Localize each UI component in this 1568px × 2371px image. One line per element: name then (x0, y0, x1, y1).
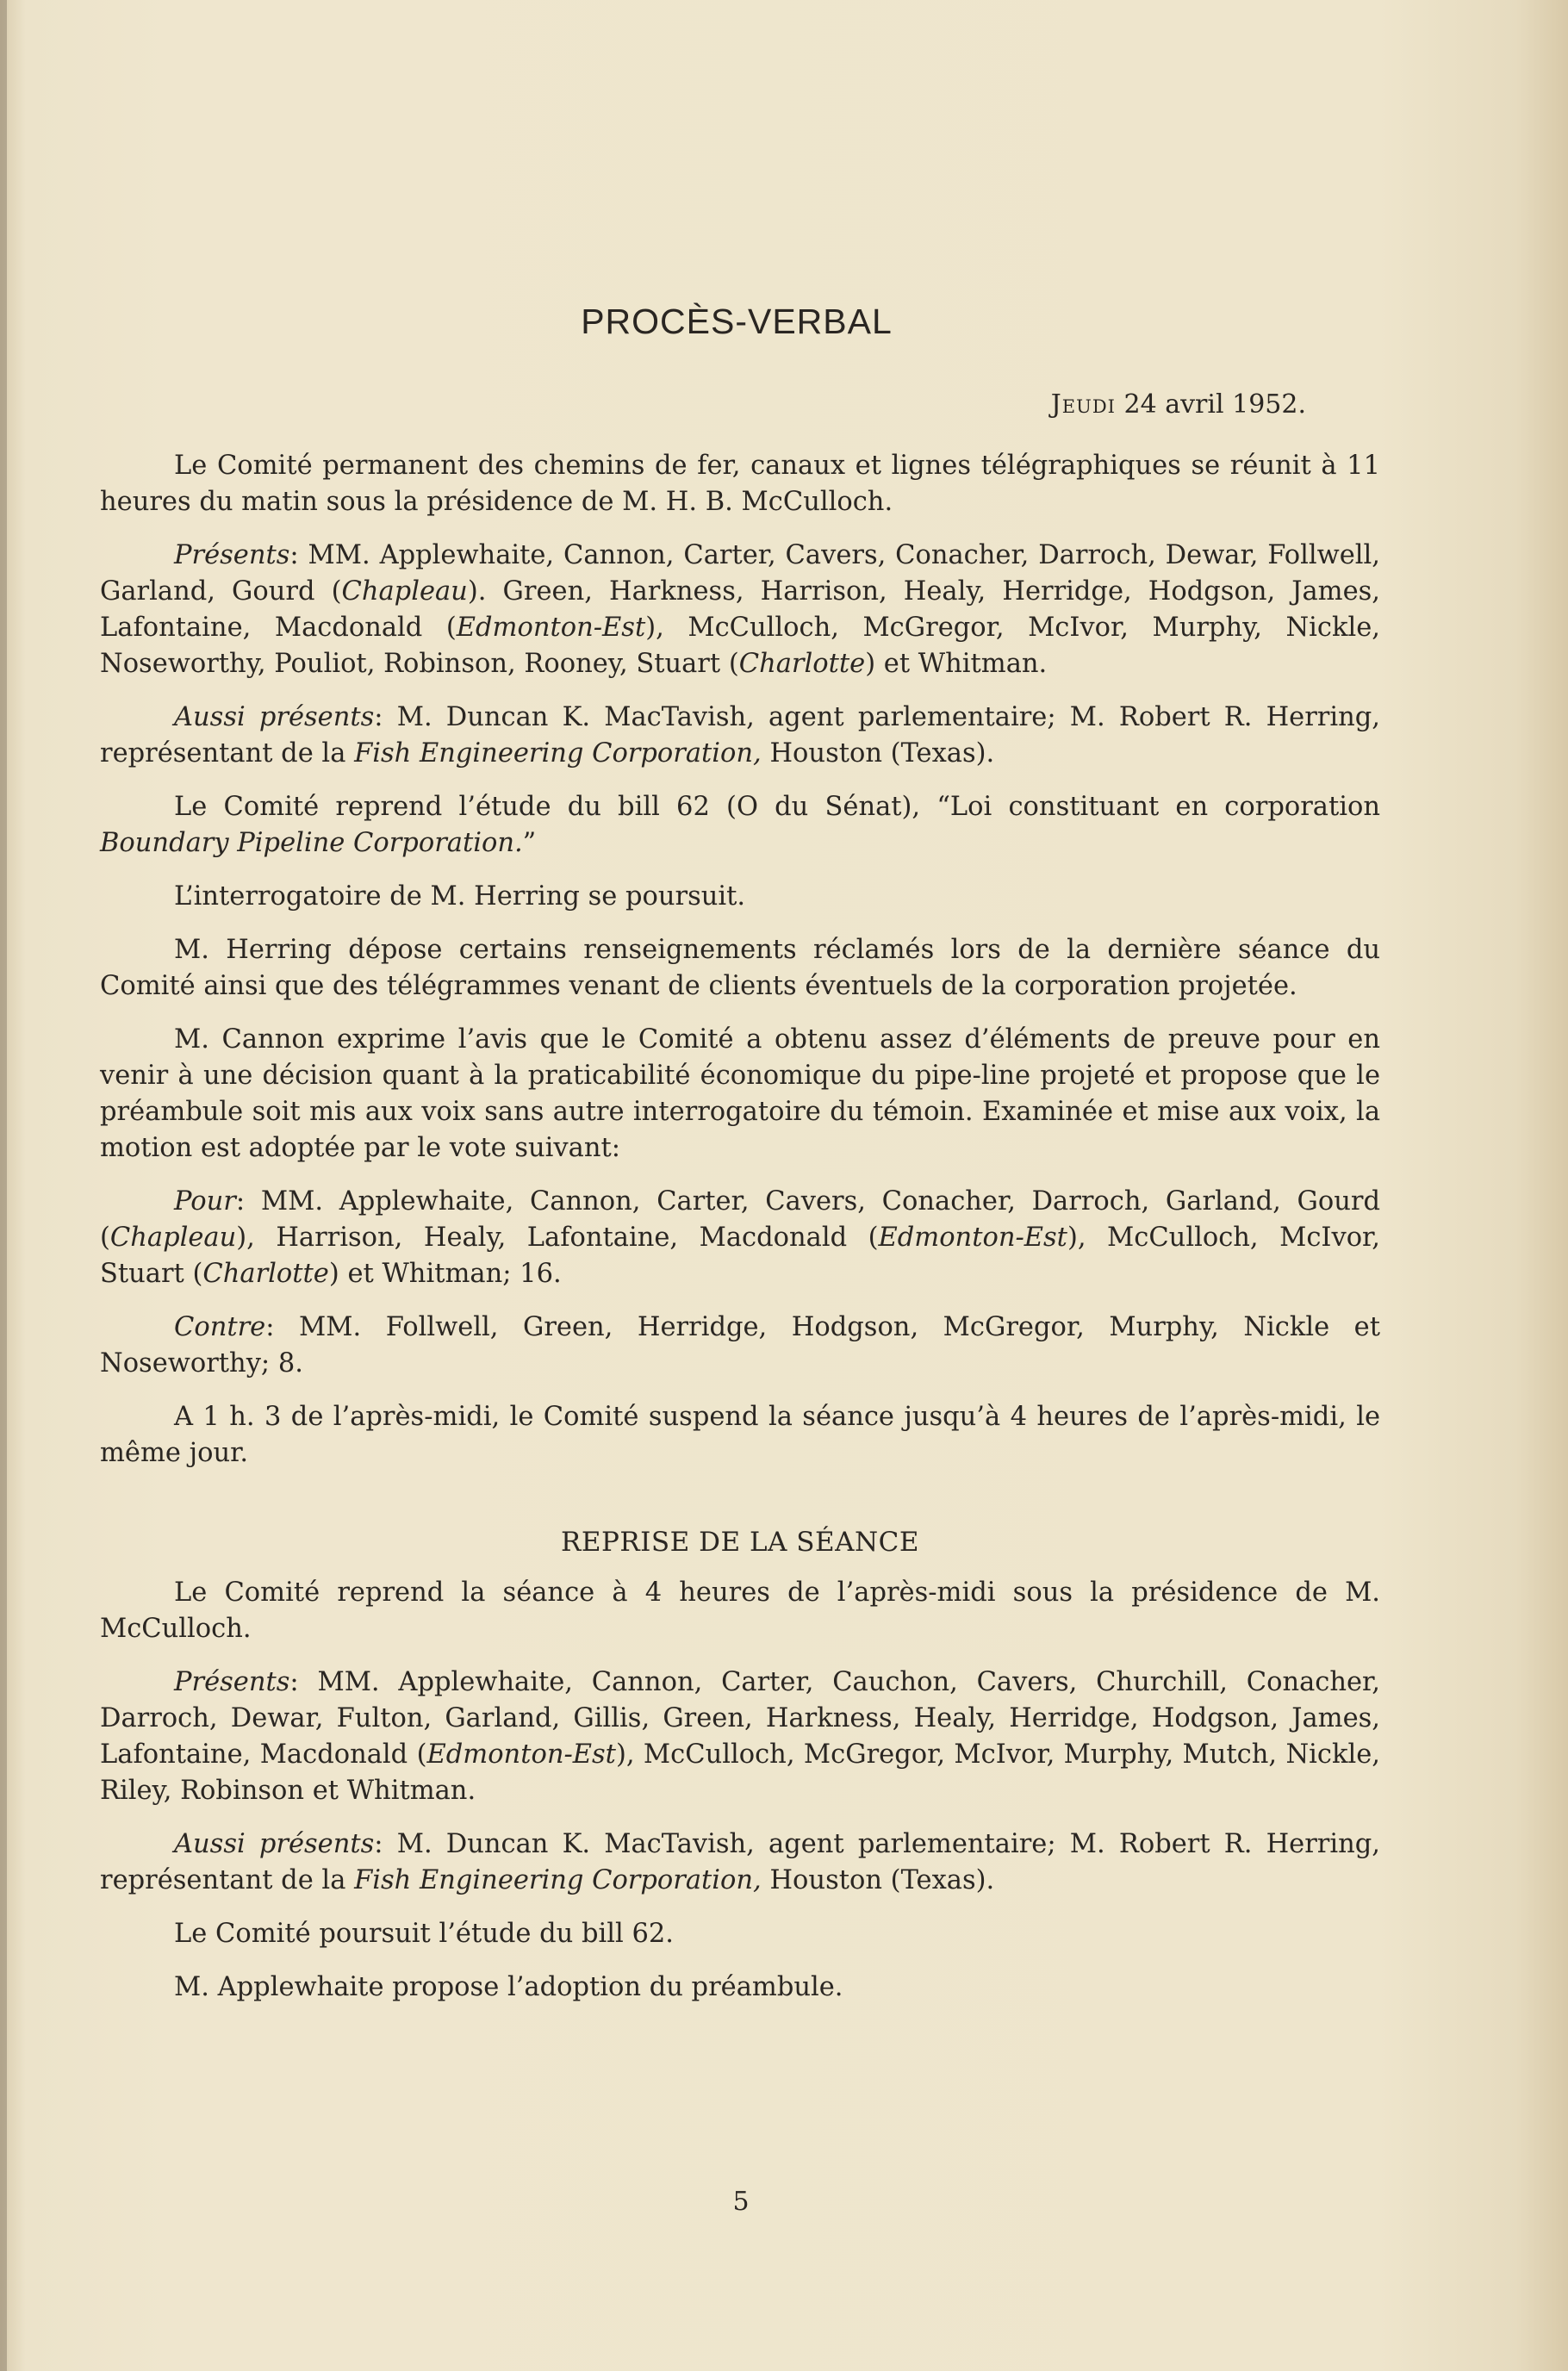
documents-paragraph: M. Herring dépose certains renseignements réclamés lors de la dernière séance du Comité ainsi que des télégrammes venant de clients éventuels de la corporation projetée. (100, 935, 1380, 1001)
page-title: PROCÈS-VERBAL (581, 302, 893, 341)
resume-paragraph: Le Comité reprend la séance à 4 heures de l’après-midi sous la présidence de M. McCulloch. (100, 1578, 1380, 1644)
also-present-paragraph: Aussi présents: M. Duncan K. MacTavish, agent parlementaire; M. Robert R. Herring, représentant de la Fish Engineering Corporation, Houston (Texas). (100, 702, 1380, 769)
date-rest: 24 avril 1952. (1115, 389, 1306, 420)
minutes-body (100, 448, 1380, 2023)
attendance-paragraph: Présents: MM. Applewhaite, Cannon, Carter, Cavers, Conacher, Darroch, Dewar, Follwell, Garland, Gourd (Chapleau). Green, Harkness, Harrison, Healy, Herridge, Hodgson, James, Lafontaine, Macdonald (Edmonton-Est), McCulloch, McGregor, McIvor, Murphy, Nickle, Noseworthy, Pouliot, Robinson, Rooney, Stuart (Charlotte) et Whitman. (100, 540, 1380, 679)
vote-against-paragraph: Contre: MM. Follwell, Green, Herridge, Hodgson, McGregor, Murphy, Nickle et Noseworthy; 8. (100, 1312, 1380, 1378)
page-edge-shadow (0, 0, 7, 2371)
also-present-paragraph-2: Aussi présents: M. Duncan K. MacTavish, agent parlementaire; M. Robert R. Herring, représentant de la Fish Engineering Corporation, Houston (Texas). (100, 1829, 1380, 1895)
attendance-label: Présents (174, 540, 290, 570)
suspension-paragraph: A 1 h. 3 de l’après-midi, le Comité suspend la séance jusqu’à 4 heures de l’après-midi, le même jour. (100, 1402, 1380, 1468)
attendance-paragraph-2: Présents: MM. Applewhaite, Cannon, Carter, Cauchon, Cavers, Churchill, Conacher, Darroch, Dewar, Fulton, Garland, Gillis, Green, Harkness, Healy, Herridge, Hodgson, James, Lafontaine, Macdonald (Edmonton-Est), McCulloch, McGregor, McIvor, Murphy, Mutch, Nickle, Riley, Robinson et Whitman. (100, 1667, 1380, 1806)
preamble-paragraph: M. Applewhaite propose l’adoption du préambule. (174, 1972, 843, 2002)
section-heading: REPRISE DE LA SÉANCE (560, 1527, 920, 1558)
attendance-label-2: Présents (174, 1667, 290, 1697)
continue-paragraph: Le Comité poursuit l’étude du bill 62. (174, 1919, 675, 1949)
interrogation-paragraph: L’interrogatoire de M. Herring se poursuit. (174, 881, 746, 912)
page-number: 5 (732, 2187, 750, 2217)
date-day: Jeudi (1050, 389, 1116, 420)
bill-paragraph: Le Comité reprend l’étude du bill 62 (O du Sénat), “Loi constituant en corporation Boundary Pipeline Corporation.” (100, 792, 1380, 858)
vote-against-label: Contre (174, 1312, 266, 1342)
also-present-label-2: Aussi présents (174, 1829, 375, 1859)
motion-paragraph: M. Cannon exprime l’avis que le Comité a obtenu assez d’éléments de preuve pour en venir à une décision quant à la praticabilité économique du pipe-line projeté et propose que le préambule soit mis aux voix sans autre interrogatoire du témoin. Examinée et mise aux voix, la motion est adoptée par le vote suivant: (100, 1024, 1380, 1163)
meeting-date (1051, 389, 1306, 420)
also-present-label: Aussi présents (174, 702, 375, 732)
vote-for-label: Pour (174, 1186, 236, 1217)
opening-paragraph: Le Comité permanent des chemins de fer, canaux et lignes télégraphiques se réunit à 11 heures du matin sous la présidence de M. H. B. McCulloch. (100, 451, 1380, 517)
vote-for-paragraph: Pour: MM. Applewhaite, Cannon, Carter, Cavers, Conacher, Darroch, Garland, Gourd (Chapleau), Harrison, Healy, Lafontaine, Macdonald (Edmonton-Est), McCulloch, McIvor, Stuart (Charlotte) et Whitman; 16. (100, 1186, 1380, 1289)
